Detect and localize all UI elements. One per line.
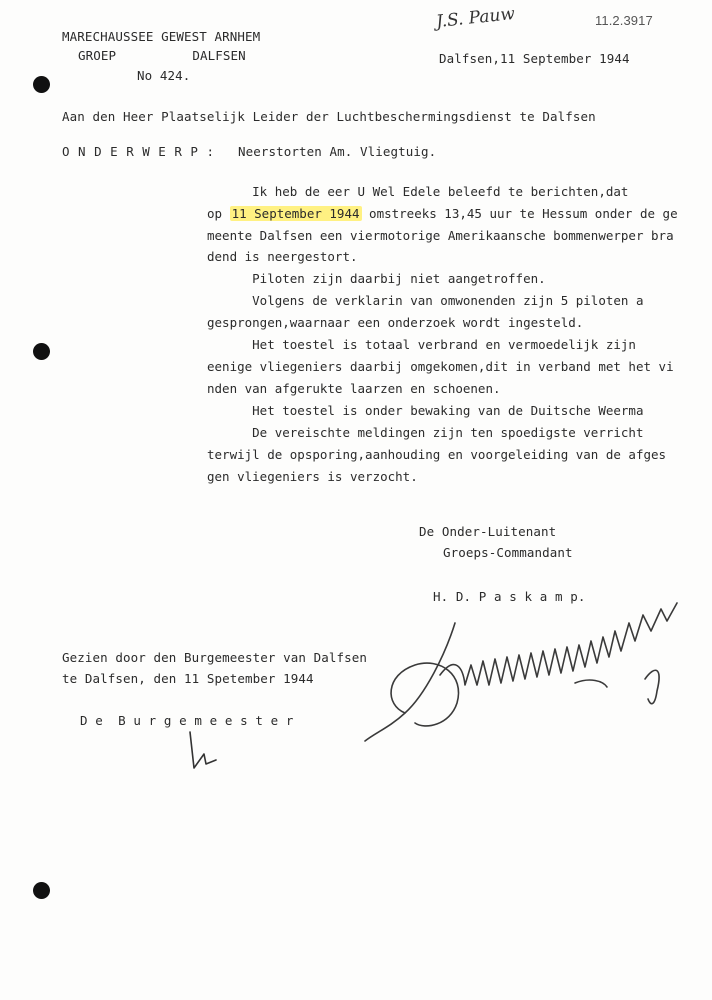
body-line: nden van afgerukte laarzen en schoenen. — [207, 381, 501, 396]
body-line: eenige vliegeniers daarbij omgekomen,dit in verband met het vi — [207, 359, 674, 374]
place-date: Dalfsen,11 September 1944 — [439, 51, 630, 66]
body-line: gesprongen,waarnaar een onderzoek wordt ingesteld. — [207, 315, 584, 330]
body-line: meente Dalfsen een viermotorige Amerikaansche bommenwerper bra — [207, 228, 674, 243]
body-line: Het toestel is onder bewaking van de Duitsche Weerma — [207, 403, 644, 418]
endorsement-line-2: te Dalfsen, den 11 Spetember 1944 — [62, 671, 314, 686]
body-line: De vereischte meldingen zijn ten spoedigste verricht — [207, 425, 644, 440]
body-line: Het toestel is totaal verbrand en vermoedelijk zijn — [207, 337, 636, 352]
letter-number: No 424. — [137, 68, 191, 83]
addressee-line: Aan den Heer Plaatselijk Leider der Luchtbeschermingsdienst te Dalfsen — [62, 109, 596, 124]
body-line: Piloten zijn daarbij niet aangetroffen. — [207, 271, 546, 286]
org-line-2: GROEP DALFSEN — [78, 48, 246, 63]
subject-label: O N D E R W E R P : — [62, 144, 215, 159]
signatory-rank: De Onder-Luitenant — [419, 524, 557, 539]
subject-text: Neerstorten Am. Vliegtuig. — [238, 144, 437, 159]
mayor-title: D e B u r g e m e e s t e r — [80, 713, 294, 728]
signatory-name: H. D. P a s k a m p. — [433, 589, 586, 604]
archive-stamp: 11.2.3917 — [595, 13, 653, 28]
body-line: op 11 September 1944 omstreeks 13,45 uur te Hessum onder de ge — [207, 206, 678, 221]
body-line: Ik heb de eer U Wel Edele beleefd te berichten,dat — [207, 184, 629, 199]
punch-hole-top — [33, 76, 50, 93]
punch-hole-bottom — [33, 882, 50, 899]
body-line: dend is neergestort. — [207, 249, 358, 264]
body-line: gen vliegeniers is verzocht. — [207, 469, 418, 484]
date-highlight: 11 September 1944 — [231, 206, 360, 221]
mayor-initial-mark — [182, 728, 222, 778]
body-line: Volgens de verklarin van omwonenden zijn 5 piloten a — [207, 293, 644, 308]
signatory-role: Groeps-Commandant — [443, 545, 573, 560]
handwritten-reference: J.S. Pauw — [435, 3, 516, 33]
org-line-1: MARECHAUSSEE GEWEST ARNHEM — [62, 29, 261, 44]
body-line: terwijl de opsporing,aanhouding en voorgeleiding van de afges — [207, 447, 667, 462]
endorsement-line-1: Gezien door den Burgemeester van Dalfsen — [62, 650, 368, 665]
punch-hole-middle — [33, 343, 50, 360]
handwritten-signature — [345, 595, 685, 745]
